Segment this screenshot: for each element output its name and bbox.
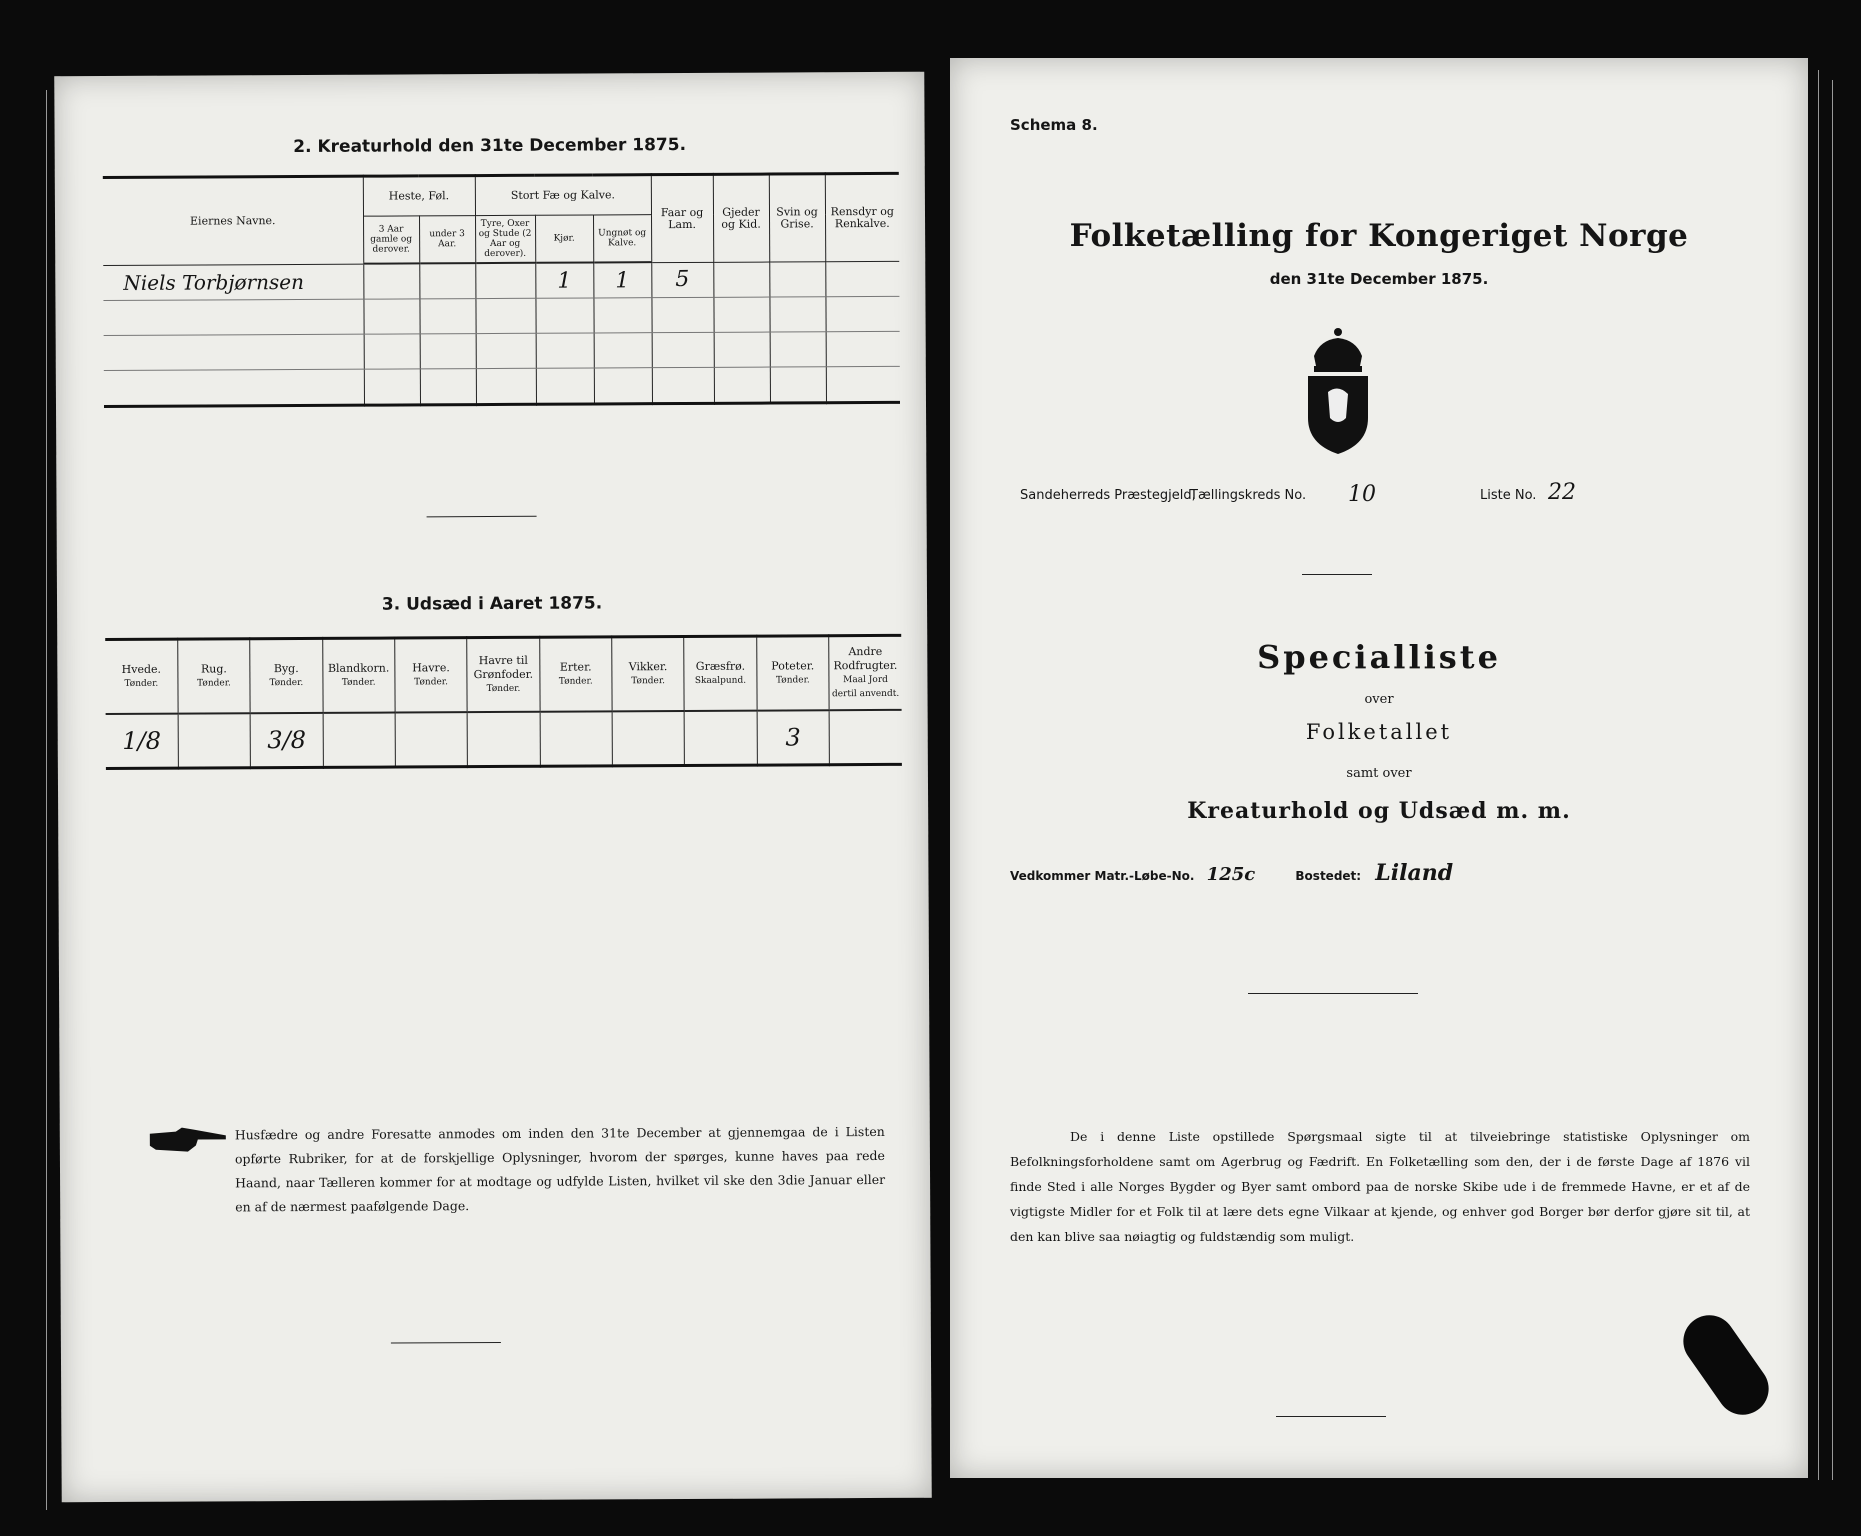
udsaed-col-label: Byg. <box>273 662 299 676</box>
table-cell <box>476 333 536 368</box>
col-stort-fae-header: Stort Fæ og Kalve. <box>475 175 651 216</box>
page-edge <box>1832 80 1833 1480</box>
kreatur-udsaed-heading: Kreaturhold og Udsæd m. m. <box>1187 798 1571 824</box>
table-cell <box>419 299 475 334</box>
kreaturhold-table <box>103 172 900 408</box>
udsaed-col-label: Hvede. <box>121 662 162 676</box>
udsaed-col-header <box>395 638 468 713</box>
table-cell: 5 <box>651 262 713 298</box>
udsaed-col-header <box>178 639 251 714</box>
table-cell <box>652 332 714 367</box>
page-subtitle: den 31te December 1875. <box>1269 270 1489 288</box>
udsaed-value-cell <box>829 710 902 765</box>
col-svin-header: Svin og Grise. <box>769 174 825 262</box>
udsaed-col-unit: Tønder. <box>197 678 231 689</box>
udsaed-col-header <box>250 638 323 713</box>
udsaed-value-cell <box>467 712 540 767</box>
udsaed-value-cell <box>178 713 251 768</box>
explanation-text: De i denne Liste opstillede Spørgsmaal sigte til at tilveiebringe statistiske Oplysninger om Befolkningsforholdene samt om Agerbrug og Fædrift. En Folketælling som den, der i de første Dage af 1876 vil finde Sted i alle Norges Bygder og Byer samt ombord paa de norske Skibe ude i de fremmede Havne, er et af de vigtigste Midler for et Folk til at lære dets egne Vilkaar at kjende, og enhver god Borger bør derfor gjøre sit til, at den kan blive saa nøiagtig og fuldstændig som muligt. <box>1010 1129 1750 1244</box>
table-cell <box>420 369 476 405</box>
table-cell <box>769 261 825 297</box>
divider <box>1276 1416 1386 1417</box>
owner-cell <box>103 299 363 335</box>
udsaed-col-unit: Tønder. <box>775 675 810 686</box>
col-gjeder-header: Gjeder og Kid. <box>713 174 769 262</box>
table-cell <box>475 298 535 333</box>
table-cell <box>536 368 594 404</box>
table-cell <box>594 333 652 368</box>
table-cell <box>652 367 714 403</box>
table-cell <box>364 369 420 405</box>
section-2-title: 2. Kreaturhold den 31te December 1875. <box>293 134 687 158</box>
table-cell <box>826 331 900 366</box>
kreds-value: 10 <box>1348 482 1376 507</box>
table-cell <box>825 261 899 297</box>
udsaed-col-unit: Tønder. <box>486 683 521 695</box>
liste-value: 22 <box>1548 480 1576 505</box>
schema-label: Schema 8. <box>1010 116 1098 134</box>
coat-of-arms-icon <box>1300 326 1376 456</box>
table-cell: 1 <box>535 262 593 298</box>
table-cell <box>476 368 536 404</box>
table-cell <box>535 298 593 333</box>
sub-heste-old: 3 Aar gamle og derover. <box>363 216 419 264</box>
instructions-notice: Husfædre og andre Foresatte anmodes om inden den 31te December at gjennemgaa de i Listen opførte Rubriker, for at de forskjellige Oplysninger, hvorom der spørges, kunne haves paa rede Haand, naar Tælleren kommer for at modtage og udfylde Listen, hvilket vil ske den 3die Januar eller en af de nærmest paafølgende Dage. <box>234 1123 886 1215</box>
udsaed-col-label: Blandkorn. <box>327 661 390 675</box>
udsaed-col-header <box>539 637 612 712</box>
col-owner-header: Eiernes Navne. <box>103 176 363 265</box>
udsaed-col-unit: Tønder. <box>269 677 304 689</box>
table-cell <box>770 332 826 367</box>
over-label: over <box>1364 692 1394 707</box>
section-3-title: 3. Udsæd i Aaret 1875. <box>381 593 603 615</box>
table-cell <box>651 297 713 332</box>
table-cell <box>363 299 419 334</box>
udsaed-col-header <box>467 637 540 712</box>
udsaed-col-label: Vikker. <box>628 660 668 674</box>
divider <box>427 516 537 518</box>
right-page <box>950 58 1808 1478</box>
udsaed-value-cell <box>540 711 613 766</box>
udsaed-table <box>105 634 902 770</box>
udsaed-value-cell: 3/8 <box>250 713 323 768</box>
page-edge <box>1818 70 1819 1480</box>
sub-ungnet: Ungnøt og Kalve. <box>593 215 651 263</box>
matr-value: 125c <box>1206 864 1256 885</box>
udsaed-value-cell <box>395 712 468 767</box>
table-cell <box>594 368 652 404</box>
divider <box>1302 574 1372 575</box>
udsaed-col-unit: Tønder. <box>414 677 448 688</box>
table-cell <box>536 333 594 368</box>
matr-line <box>1010 860 1453 886</box>
col-heste-header: Heste, Føl. <box>363 176 475 217</box>
table-cell <box>714 367 770 403</box>
table-cell <box>825 296 899 331</box>
table-cell <box>475 263 535 299</box>
owner-cell <box>104 334 364 370</box>
left-page <box>54 72 931 1503</box>
table-cell <box>713 262 769 298</box>
sub-tyre: Tyre, Oxer og Stude (2 Aar og derover). <box>475 215 535 263</box>
udsaed-col-unit: Maal Jord dertil anvendt. <box>831 674 900 700</box>
udsaed-col-unit: Tønder. <box>631 676 666 687</box>
table-row <box>103 296 899 335</box>
table-cell: 1 <box>593 262 651 298</box>
page-edge <box>46 90 47 1510</box>
prestegjeld-label: Sandeherreds Præstegjeld, <box>1020 488 1196 503</box>
udsaed-col-header <box>684 636 757 711</box>
samt-over-label: samt over <box>1346 766 1412 781</box>
liste-label: Liste No. <box>1480 488 1537 503</box>
sub-heste-young: under 3 Aar. <box>419 216 475 264</box>
table-cell <box>364 334 420 369</box>
udsaed-value-cell: 3 <box>757 710 830 765</box>
udsaed-col-header <box>829 635 902 710</box>
udsaed-value-cell <box>612 711 685 766</box>
udsaed-col-unit: Tønder. <box>341 677 376 688</box>
col-faar-header: Faar og Lam. <box>651 174 713 262</box>
matr-label: Vedkommer Matr.-Løbe-No. <box>1010 869 1195 883</box>
pointing-hand-icon <box>148 1125 228 1153</box>
table-row <box>104 366 900 406</box>
udsaed-col-header <box>612 636 685 711</box>
divider <box>391 1342 501 1344</box>
kreds-label: Tællingskreds No. <box>1190 488 1307 503</box>
udsaed-col-unit: Tønder. <box>124 678 159 689</box>
udsaed-col-header <box>322 638 395 713</box>
folketallet-heading: Folketallet <box>1305 720 1453 744</box>
bosted-label: Bostedet: <box>1295 869 1362 883</box>
udsaed-value-cell <box>684 711 757 766</box>
table-row <box>104 331 900 370</box>
col-rensdyr-header: Rensdyr og Renkalve. <box>825 173 899 261</box>
udsaed-col-label: Poteter. <box>771 659 815 673</box>
owner-cell: Niels Torbjørnsen <box>103 264 363 301</box>
specialliste-heading: Specialliste <box>1257 638 1501 676</box>
udsaed-col-label: Havre til Grønfoder. <box>473 653 534 682</box>
udsaed-col-label: Græsfrø. <box>695 659 746 673</box>
table-row <box>106 710 902 769</box>
table-cell <box>593 298 651 333</box>
divider <box>1248 993 1418 994</box>
udsaed-col-label: Havre. <box>412 661 450 675</box>
udsaed-value-cell: 1/8 <box>106 714 179 769</box>
table-cell <box>419 263 475 299</box>
table-row <box>103 261 899 301</box>
owner-cell <box>104 369 364 406</box>
sub-kjor: Kjør. <box>535 215 593 263</box>
udsaed-value-cell <box>323 713 396 768</box>
udsaed-col-unit: Tønder. <box>558 676 593 687</box>
udsaed-col-header <box>756 636 829 711</box>
table-cell <box>770 367 826 403</box>
udsaed-col-header <box>105 639 178 714</box>
udsaed-col-label: Erter. <box>559 660 592 674</box>
table-cell <box>826 366 900 402</box>
page-title: Folketælling for Kongeriget Norge <box>1069 218 1689 254</box>
table-cell <box>713 297 769 332</box>
bosted-value: Liland <box>1375 860 1454 886</box>
udsaed-col-unit: Skaalpund. <box>694 675 747 686</box>
table-cell <box>420 334 476 369</box>
table-cell <box>714 332 770 367</box>
table-cell <box>363 263 419 299</box>
udsaed-col-label: Andre Rodfrugter. <box>833 644 898 673</box>
udsaed-col-label: Rug. <box>200 662 227 676</box>
table-cell <box>769 297 825 332</box>
